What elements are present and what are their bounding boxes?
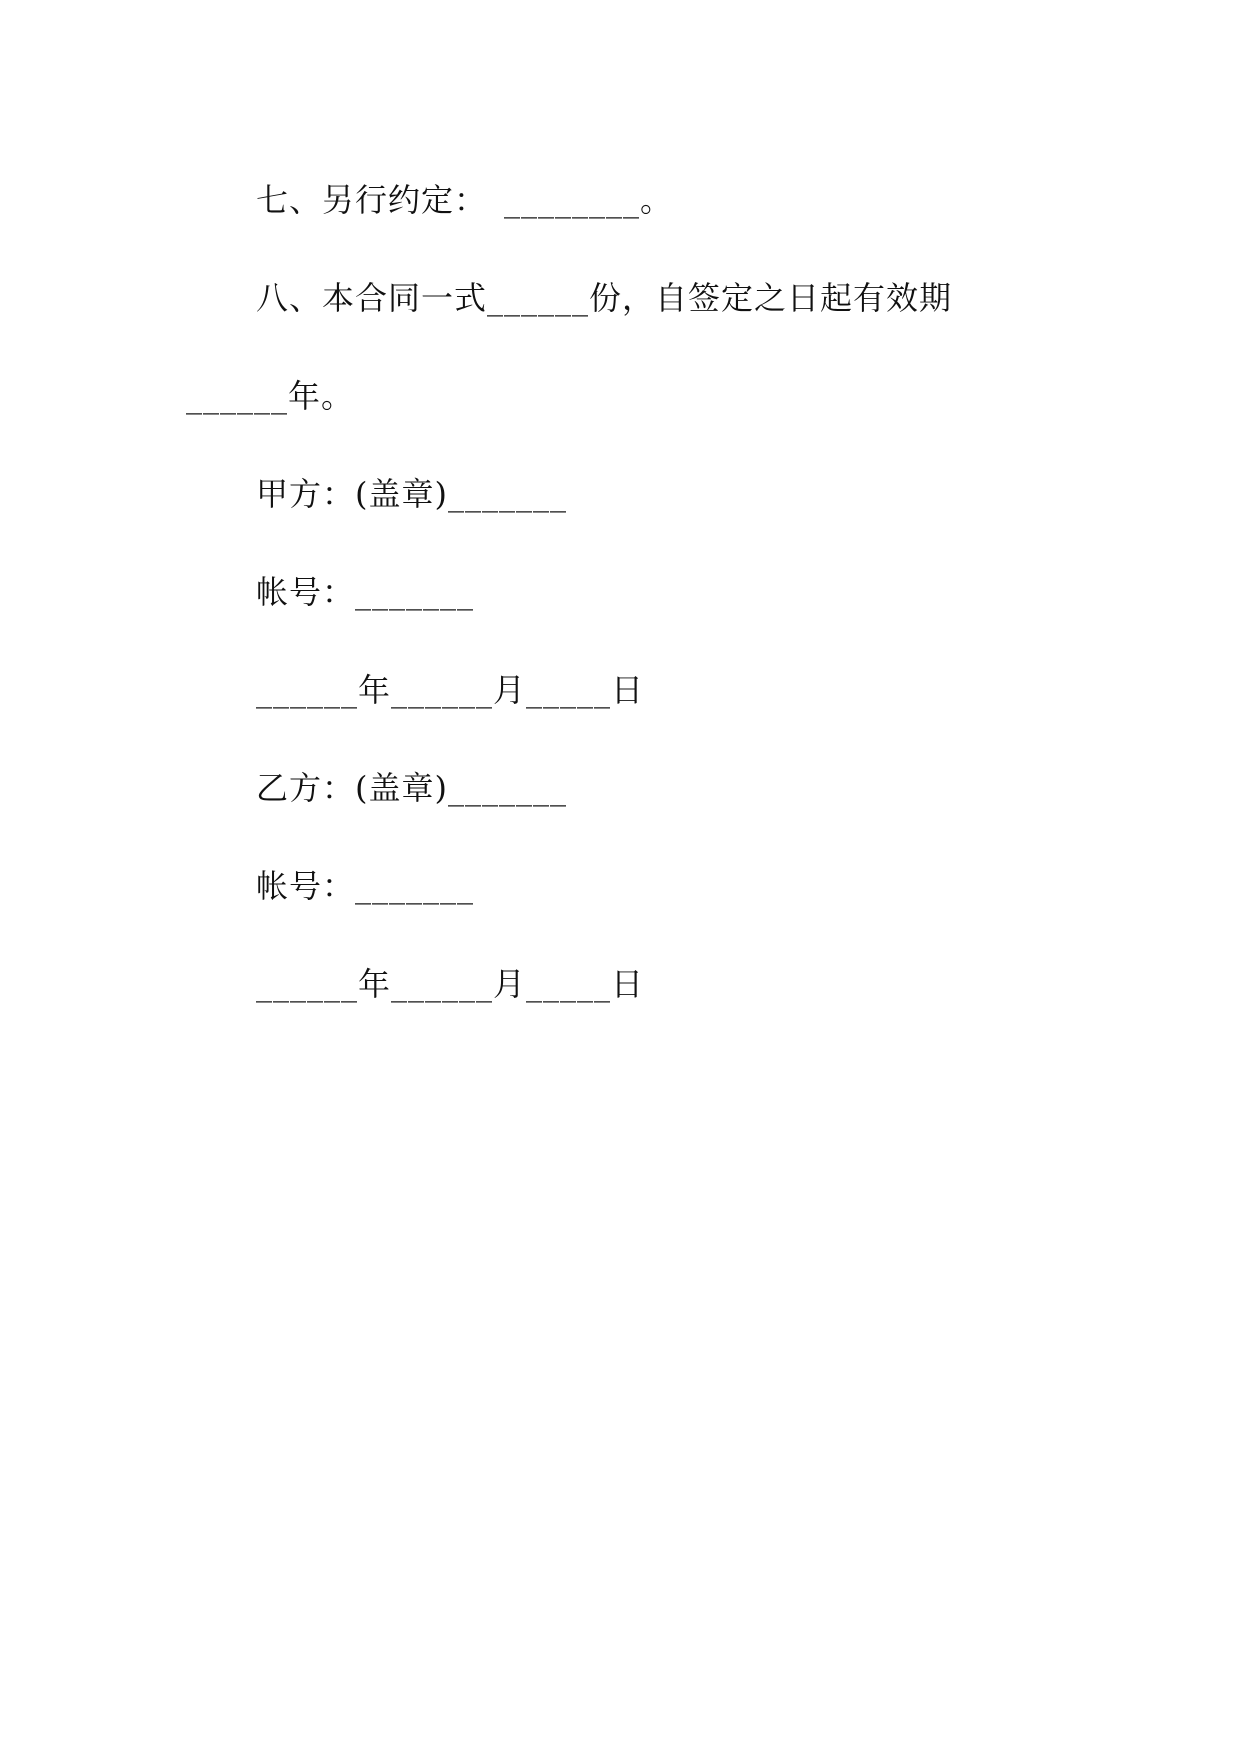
party-a-account: 帐号：_______ bbox=[256, 573, 475, 611]
party-b-seal: 乙方：(盖章)_______ bbox=[256, 769, 567, 807]
party-b-date: ______年______月_____日 bbox=[256, 965, 645, 1003]
clause-8-copies-and-validity: 八、本合同一式______份，自签定之日起有效期 bbox=[256, 279, 953, 317]
party-b-account: 帐号：_______ bbox=[256, 867, 475, 905]
party-a-date: ______年______月_____日 bbox=[256, 671, 645, 709]
party-a-seal: 甲方：(盖章)_______ bbox=[256, 475, 567, 513]
clause-8-validity-years: ______年。 bbox=[186, 377, 355, 415]
clause-7-other-agreement: 七、另行约定： ________。 bbox=[256, 181, 674, 219]
